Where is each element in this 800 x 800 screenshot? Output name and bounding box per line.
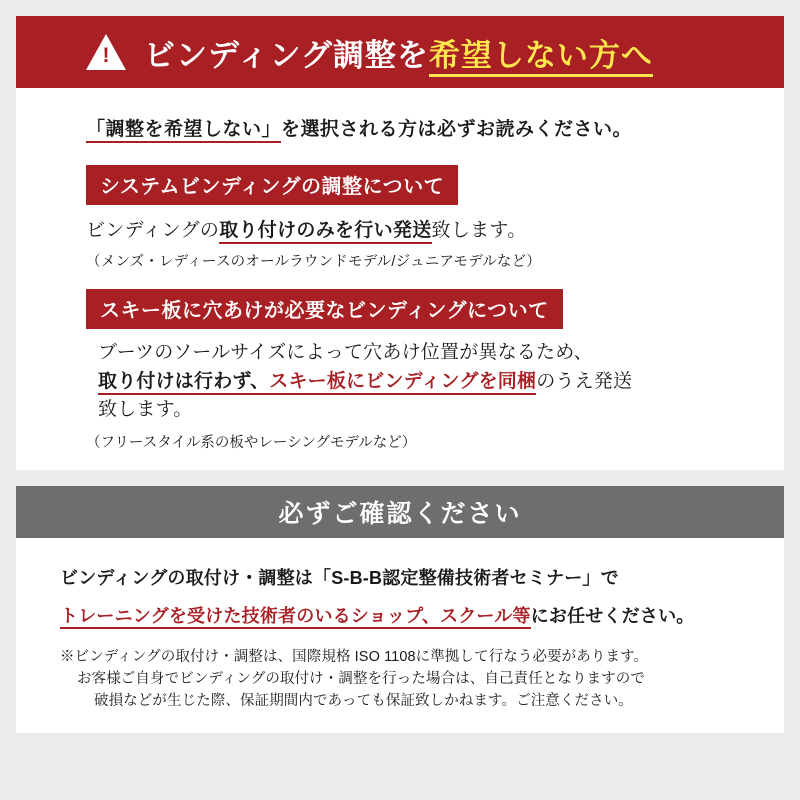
section2-body-tail: のうえ発送 xyxy=(536,370,633,392)
confirmation-note-line2: お客様ご自身でビンディングの取付け・調整を行った場合は、自己責任となりますので xyxy=(77,670,645,687)
section1-body-underline: 取り付けのみを行い発送 xyxy=(219,220,431,244)
section2-body-line3: 致します。 xyxy=(98,399,193,420)
section2-body xyxy=(16,329,784,425)
alert-title xyxy=(144,30,653,75)
section1-bar-label: システムビンディングの調整について xyxy=(86,165,458,205)
confirmation-header xyxy=(16,486,784,538)
confirmation-note-line3: 破損などが生じた際、保証期間内であっても保証致しかねます。ご注意ください。 xyxy=(94,693,633,710)
section2-note: （フリースタイル系の板やレーシングモデルなど） xyxy=(86,434,417,451)
section1-body xyxy=(16,205,784,242)
alert-title-plain: ビンディング調整を xyxy=(144,37,429,73)
confirmation-note-line1: ※ビンディングの取付け・調整は、国際規格 ISO 1108に準拠して行なう必要があります。 xyxy=(60,648,649,665)
section1-body-prefix: ビンディングの xyxy=(86,220,220,241)
confirmation-line2-rest: にお任せください。 xyxy=(530,605,695,626)
confirmation-line1: ビンディングの取付け・調整は「S-B-B認定整備技術者セミナー」で xyxy=(60,567,619,588)
confirmation-panel xyxy=(16,486,784,733)
warning-triangle-icon: ! xyxy=(86,34,126,70)
confirmation-line2-red: トレーニングを受けた技術者のいるショップ、スクール等 xyxy=(60,606,531,629)
lead-quoted: 「調整を希望しない」 xyxy=(86,119,281,143)
confirmation-notes xyxy=(16,628,784,713)
section1-body-suffix: 致します。 xyxy=(431,220,527,241)
section2-body-underline: 取り付けは行わず、 xyxy=(98,371,269,395)
confirmation-line2 xyxy=(16,590,784,628)
section2-body-red: スキー板にビンディングを同梱 xyxy=(269,371,536,395)
section2-bar-label: スキー板に穴あけが必要なビンディングについて xyxy=(86,289,563,329)
lead-rest: を選択される方は必ずお読みください。 xyxy=(281,119,633,140)
alert-title-highlight: 希望しない方へ xyxy=(429,38,653,77)
alert-header xyxy=(16,16,784,88)
section2-body-line1: ブーツのソールサイズによって穴あけ位置が異なるため、 xyxy=(98,342,593,363)
confirmation-title: 必ずご確認ください xyxy=(278,499,522,528)
section1-note: （メンズ・レディースのオールラウンドモデル/ジュニアモデルなど） xyxy=(86,254,541,270)
lead-text xyxy=(16,88,784,147)
binding-adjustment-panel xyxy=(16,16,784,470)
